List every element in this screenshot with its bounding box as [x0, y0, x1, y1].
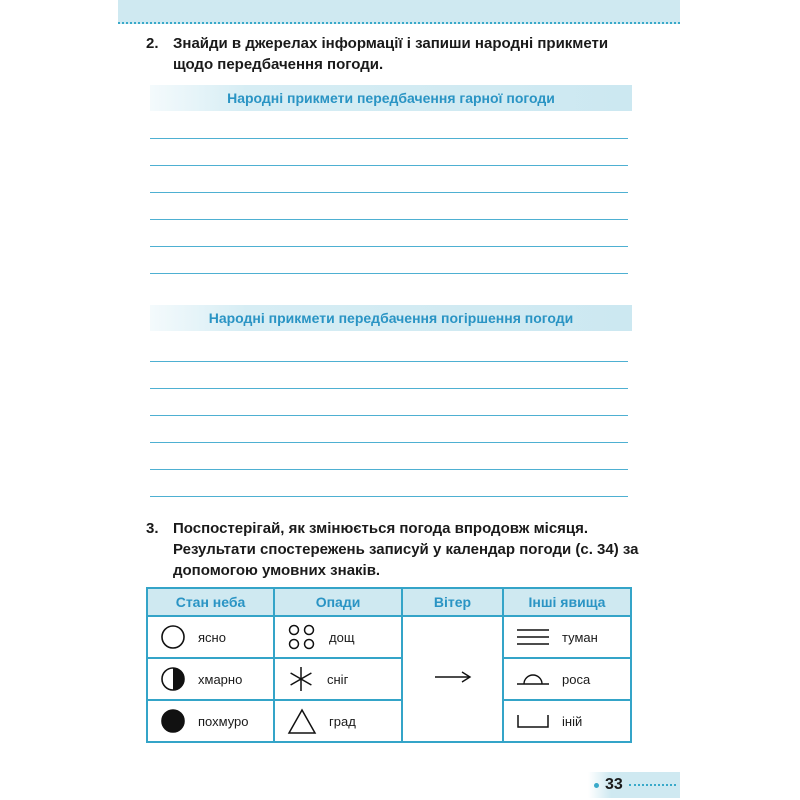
task-3-number: 3. [146, 520, 159, 537]
half-filled-circle-icon [160, 666, 186, 692]
writing-line[interactable] [150, 415, 628, 416]
other-label: роса [562, 671, 591, 687]
table-row [147, 616, 631, 658]
writing-line[interactable] [150, 442, 628, 443]
good-weather-header: Народні прикмети передбачення гарної погоди [150, 85, 632, 111]
writing-line[interactable] [150, 388, 628, 389]
writing-line[interactable] [150, 361, 628, 362]
task-3-text: Поспостерігай, як змінюється погода впродовж місяця. Результати спостережень записуй у календар погоди (с. 34) за допомогою умовних знаків. [173, 520, 639, 579]
rain-circles-icon [287, 623, 317, 651]
page-dotted-rule [629, 784, 676, 786]
task-2-text: Знайди в джерелах інформації і запиши народні прикмети щодо передбачення погоди. [173, 35, 609, 73]
writing-line[interactable] [150, 496, 628, 497]
writing-line[interactable] [150, 246, 628, 247]
sky-label: ясно [198, 629, 226, 645]
task-2-number: 2. [146, 35, 159, 52]
wind-cell [402, 616, 503, 742]
task-3 [146, 518, 646, 581]
writing-line[interactable] [150, 138, 628, 139]
sky-label: хмарно [198, 671, 243, 687]
sky-cell-clear [147, 616, 274, 658]
precip-cell-hail [274, 700, 402, 742]
dew-semicircle-icon [516, 669, 550, 689]
bad-weather-header: Народні прикмети передбачення погіршення погоди [150, 305, 632, 331]
sky-cell-overcast [147, 700, 274, 742]
sky-label: похмуро [198, 713, 249, 729]
table-row [147, 658, 631, 700]
other-cell-frost [503, 700, 631, 742]
precip-cell-snow [274, 658, 402, 700]
precip-cell-rain [274, 616, 402, 658]
precip-label: град [329, 713, 356, 729]
header-wind: Вітер [402, 588, 503, 616]
wind-arrow-icon [433, 670, 473, 684]
table-row [147, 700, 631, 742]
weather-symbols-table [146, 587, 632, 743]
other-cell-fog [503, 616, 631, 658]
writing-line[interactable] [150, 219, 628, 220]
other-cell-dew [503, 658, 631, 700]
sky-cell-cloudy [147, 658, 274, 700]
precip-label: дощ [329, 629, 355, 645]
fog-lines-icon [516, 627, 550, 647]
other-label: туман [562, 629, 598, 645]
snowflake-icon [287, 665, 315, 693]
hail-triangle-icon [287, 707, 317, 735]
page-dot [594, 783, 599, 788]
table-header-row [147, 588, 631, 616]
header-precipitation: Опади [274, 588, 402, 616]
header-sky: Стан неба [147, 588, 274, 616]
frost-bracket-icon [516, 711, 550, 731]
page-number: 33 [605, 776, 623, 793]
clear-sky-circle-icon [160, 624, 186, 650]
writing-line[interactable] [150, 165, 628, 166]
task-2 [146, 33, 646, 75]
writing-line[interactable] [150, 192, 628, 193]
writing-line[interactable] [150, 469, 628, 470]
filled-circle-icon [160, 708, 186, 734]
top-decorative-band [118, 0, 680, 24]
writing-line[interactable] [150, 273, 628, 274]
page-number-badge [588, 772, 680, 798]
other-label: іній [562, 713, 583, 729]
header-other: Інші явища [503, 588, 631, 616]
precip-label: сніг [327, 671, 349, 687]
